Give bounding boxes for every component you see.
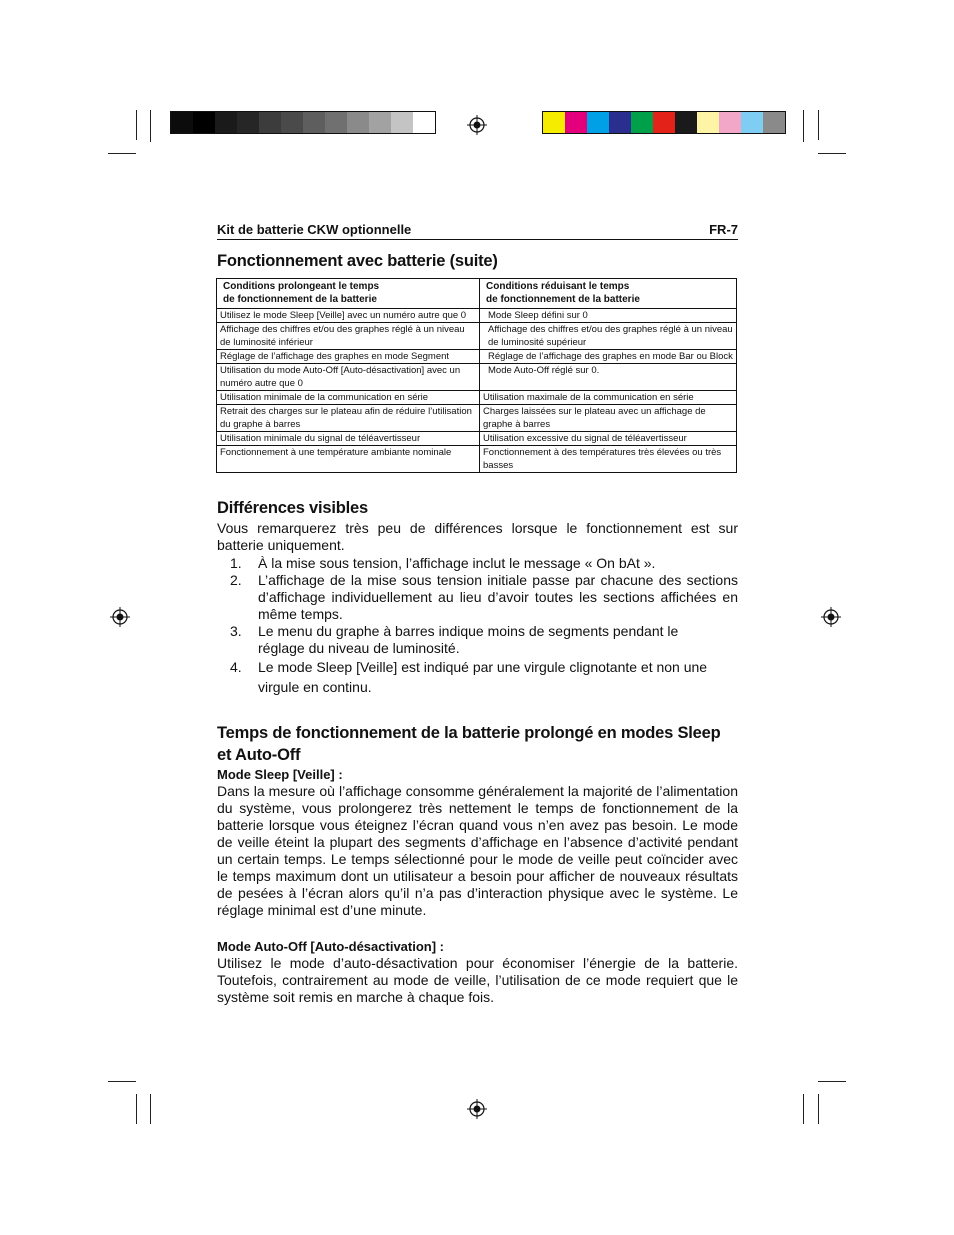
color-swatch (193, 112, 215, 133)
crop-mark (150, 1094, 151, 1124)
list-item (217, 657, 738, 697)
color-swatch (763, 112, 785, 133)
table-cell: Utilisation excessive du signal de téléavertisseur (480, 432, 737, 446)
list-number: 3. (230, 623, 242, 639)
color-swatch (259, 112, 281, 133)
table-cell: Retrait des charges sur le plateau afin de réduire l’utilisation du graphe à barres (217, 405, 480, 432)
registration-mark-icon (821, 607, 841, 627)
list-number: 1. (230, 555, 242, 571)
crop-mark (818, 1081, 846, 1082)
color-swatch (369, 112, 391, 133)
intro-paragraph: Vous remarquerez très peu de différences lorsque le fonctionnement est sur batterie uniquement. (217, 520, 738, 553)
table-cell: Fonctionnement à des températures très élevées ou très basses (480, 446, 737, 473)
color-swatch (609, 112, 631, 133)
table-cell: Mode Sleep défini sur 0 (480, 309, 737, 323)
color-swatch (741, 112, 763, 133)
crop-mark (136, 110, 137, 140)
table-cell: Charges laissées sur le plateau avec un affichage de graphe à barres (480, 405, 737, 432)
color-swatch (281, 112, 303, 133)
color-swatch (215, 112, 237, 133)
table-header-line: Conditions réduisant le temps (486, 281, 630, 292)
color-swatch (587, 112, 609, 133)
list-text: L’affichage de la mise sous tension initiale passe par chacune des sections d’affichage individuellement au lieu d’avoir toutes les sections affichées en même temps. (258, 572, 738, 622)
autooff-paragraph: Utilisez le mode d’auto-désactivation pour économiser l’énergie de la batterie. Toutefois, contrairement au mode de veille, l’utilisation de ce mode requiert que le système soit remis en marche à chaque fois. (217, 955, 738, 1005)
color-swatch (565, 112, 587, 133)
table-cell: Réglage de l’affichage des graphes en mode Bar ou Block (480, 350, 737, 364)
table-cell: Réglage de l’affichage des graphes en mode Segment (217, 350, 480, 364)
color-swatch (391, 112, 413, 133)
registration-mark-icon (467, 115, 487, 135)
list-text: Le mode Sleep [Veille] est indiqué par une virgule clignotante et non une virgule en continu. (258, 659, 708, 695)
crop-mark (818, 153, 846, 154)
crop-mark (818, 1094, 819, 1124)
list-number: 4. (230, 659, 242, 675)
section-title: Temps de fonctionnement de la batterie prolongé en modes Sleep et Auto-Off (217, 724, 721, 764)
table-cell: Utilisation maximale de la communication en série (480, 391, 737, 405)
table-cell: Utilisation du mode Auto-Off [Auto-désactivation] avec un numéro autre que 0 (217, 364, 480, 391)
table-row (217, 309, 737, 323)
page-header (217, 221, 738, 240)
sleep-paragraph: Dans la mesure où l’affichage consomme généralement la majorité de l’alimentation du système, vous prolongerez très nettement le temps de fonctionnement de la batterie lorsque vous éteignez l’écran quand vous n’en avez pas besoin. Le mode de veille éteint la plupart des segments d’affichage en l’absence d’activité pendant un certain temps. Le temps sélectionné pour le mode de veille peut coïncider avec le temps maximum dont un utilisateur a besoin pour afficher de nouveaux résultats de pesées à l’écran alors qu’il n’a pas d’interaction physique avec le système. Le réglage minimal est d’une minute. (217, 783, 738, 918)
table-header-line: de fonctionnement de la batterie (486, 293, 640, 305)
section-title: Différences visibles (217, 499, 368, 517)
color-swatch (631, 112, 653, 133)
conditions-table (216, 278, 737, 473)
table-row (217, 405, 737, 432)
color-swatch (347, 112, 369, 133)
table-cell: Utilisation minimale du signal de téléavertisseur (217, 432, 480, 446)
color-swatch (543, 112, 565, 133)
table-cell: Utilisez le mode Sleep [Veille] avec un numéro autre que 0 (217, 309, 480, 323)
table-header-line: Conditions prolongeant le temps (223, 281, 380, 292)
table-header-line: de fonctionnement de la batterie (223, 293, 377, 305)
color-swatch (719, 112, 741, 133)
color-swatch (675, 112, 697, 133)
table-row (217, 364, 737, 391)
list-text: À la mise sous tension, l’affichage inclut le message « On bAt ». (258, 555, 656, 571)
table-header-cell (480, 279, 737, 309)
differences-list (217, 555, 738, 697)
table-header-cell (217, 279, 480, 309)
color-swatch (653, 112, 675, 133)
table-row (217, 350, 737, 364)
crop-mark (818, 110, 819, 140)
table-cell: Mode Auto-Off réglé sur 0. (480, 364, 737, 391)
registration-mark-icon (110, 607, 130, 627)
color-calibration-bar (542, 111, 786, 134)
grayscale-calibration-bar (170, 111, 436, 134)
registration-mark-icon (467, 1099, 487, 1119)
table-row (217, 446, 737, 473)
list-item (217, 555, 738, 572)
table-cell: Affichage des chiffres et/ou des graphes réglé à un niveau de luminosité supérieur (480, 323, 737, 350)
subsection-heading: Mode Auto-Off [Auto-désactivation] : (217, 939, 444, 954)
crop-mark (136, 1094, 137, 1124)
color-swatch (697, 112, 719, 133)
list-text: Le menu du graphe à barres indique moins de segments pendant le réglage du niveau de luminosité. (258, 623, 679, 656)
crop-mark (803, 110, 804, 142)
list-item (217, 623, 738, 657)
table-cell: Affichage des chiffres et/ou des graphes réglé à un niveau de luminosité inférieur (217, 323, 480, 350)
crop-mark (150, 110, 151, 142)
section-title: Fonctionnement avec batterie (suite) (217, 252, 498, 270)
page-number: FR-7 (709, 222, 738, 237)
subsection-heading: Mode Sleep [Veille] : (217, 767, 343, 782)
list-number: 2. (230, 572, 242, 588)
color-swatch (413, 112, 435, 133)
color-swatch (325, 112, 347, 133)
color-swatch (237, 112, 259, 133)
list-item (217, 572, 738, 623)
table-row (217, 432, 737, 446)
table-row (217, 323, 737, 350)
table-row (217, 391, 737, 405)
crop-mark (108, 1081, 136, 1082)
crop-mark (108, 153, 136, 154)
color-swatch (303, 112, 325, 133)
table-header-row (217, 279, 737, 309)
crop-mark (803, 1094, 804, 1124)
table-cell: Utilisation minimale de la communication en série (217, 391, 480, 405)
color-swatch (171, 112, 193, 133)
header-title: Kit de batterie CKW optionnelle (217, 222, 412, 237)
table-cell: Fonctionnement à une température ambiante nominale (217, 446, 480, 473)
